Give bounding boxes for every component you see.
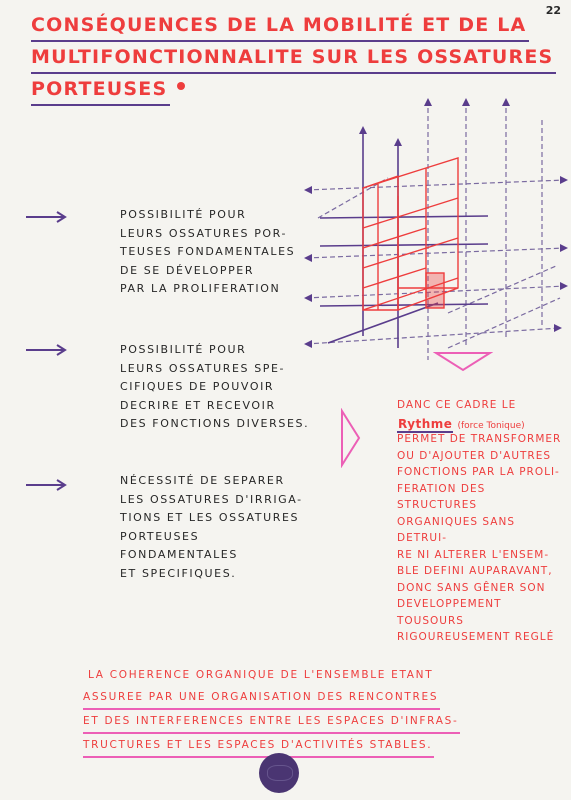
rythme-word: Rythme bbox=[398, 417, 453, 431]
page-title bbox=[31, 10, 554, 106]
conclusion-line-4: TRUCTURES ET LES ESPACES D'ACTIVITÉS STABLES. bbox=[83, 734, 434, 758]
title-dot-icon bbox=[177, 82, 185, 90]
side-note-body: PERMET DE TRANSFORMER OU D'AJOUTER D'AUTRES FONCTIONS PAR LA PROLI- FERATION DES STRUCTURES ORGANIQUES SANS DETRUI- RE NI ALTERER L'ENSEM- BLE DEFINI AUPARAVANT, DONC SANS GÊNER SON DEVELOPPEMENT TOUSOURS RIGOUREUSEMENT REGLÉ bbox=[397, 433, 562, 643]
arrow-icon bbox=[24, 210, 68, 224]
conclusion-block bbox=[83, 664, 533, 758]
triangle-right-icon bbox=[339, 408, 361, 468]
conclusion-line-1: LA COHERENCE ORGANIQUE DE L'ENSEMBLE ETANT bbox=[88, 669, 434, 681]
arrow-icon bbox=[24, 478, 68, 492]
page-number: 22 bbox=[545, 4, 561, 17]
side-note-intro: DANC CE CADRE LE bbox=[397, 399, 517, 411]
title-line-3: PORTEUSES bbox=[31, 74, 170, 106]
rythme-row bbox=[397, 413, 525, 432]
title-line-2: MULTIFONCTIONNALITE SUR LES OSSATURES bbox=[31, 42, 556, 74]
triangle-down-icon bbox=[433, 350, 493, 372]
rythme-annotation: (force Tonique) bbox=[457, 421, 525, 431]
point-3-text: NÉCESSITÉ DE SEPARER LES OSSATURES D'IRRIGA- TIONS ET LES OSSATURES PORTEUSES FONDAMENTALES ET SPECIFIQUES. bbox=[120, 474, 303, 580]
structure-diagram bbox=[298, 98, 570, 373]
point-2-text: POSSIBILITÉ POUR LEURS OSSATURES SPE- CIFIQUES DE POUVOIR DECRIRE ET RECEVOIR DES FONCTIONS DIVERSES. bbox=[120, 343, 310, 430]
conclusion-line-2: ASSUREE PAR UNE ORGANISATION DES RENCONTRES bbox=[83, 686, 440, 710]
point-1-text: POSSIBILITÉ POUR LEURS OSSATURES POR- TEUSES FONDAMENTALES DE SE DÉVELOPPER PAR LA PROLIFERATION bbox=[120, 208, 296, 295]
stamp-seal-icon bbox=[259, 753, 299, 793]
conclusion-line-3: ET DES INTERFERENCES ENTRE LES ESPACES D'INFRAS- bbox=[83, 710, 460, 734]
title-line-1: CONSÉQUENCES DE LA MOBILITÉ ET DE LA bbox=[31, 10, 529, 42]
arrow-icon bbox=[24, 343, 68, 357]
